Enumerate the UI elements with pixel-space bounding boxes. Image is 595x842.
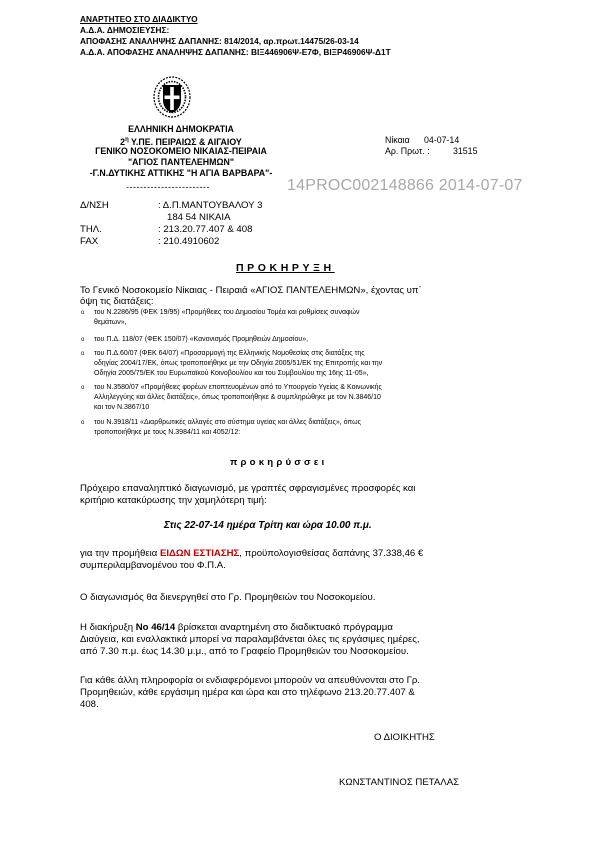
tender-description-line-2: κριτήριο κατακύρωσης την χαμηλότερη τιμή: (80, 495, 267, 506)
protocol-number: 31515 (453, 146, 478, 156)
tender-description-line-1: Πρόχειρο επαναληπτικό διαγωνισμό, με γραπτές σφραγισμένες προσφορές και (80, 483, 416, 494)
bullet-text: θεμάτων», (94, 319, 127, 326)
document-title: ΠΡΟΚΗΡΥΞΗ (236, 262, 335, 274)
bullet-text: του Π.Δ.60/07 (ΦΕΚ 64/07) «Προσαρμογή της Ελληνικής Νομοθεσίας στις διατάξεις της (94, 350, 365, 357)
org-health-region: $2^\eta$ Υ.ΠΕ. ΠΕΙΡΑΙΩΣ & ΑΙΓΑΙΟΥ (120, 136, 242, 147)
header-decision-ada: Α.Δ.Α. ΑΠΟΦΑΣΗΣ ΑΝΑΛΗΨΗΣ ΔΑΠΑΝΗΣ: ΒΙΞ446906Ψ-Ε7Φ, ΒΙΞΡ46906Ψ-Δ1Τ (80, 47, 391, 57)
bullet-text: και τον Ν.3867/10 (94, 404, 150, 411)
address-city: 184 54 ΝΙΚΑΙΑ (167, 212, 231, 223)
fax-value: : 210.4910602 (158, 236, 220, 247)
venue-line: Ο διαγωνισμός θα διενεργηθεί στο Γρ. Προμηθειών του Νοσοκομείου. (80, 592, 376, 603)
phone-label: ΤΗΛ. (80, 224, 102, 235)
bullet-text: Αλληλεγγύης και άλλες διατάξεις», όπως τροποποιήθηκε & συμπληρώθηκε με τον Ν.3846/10 (94, 394, 381, 401)
notice-line-2: Διαύγεια, και εναλλακτικά μπορεί να παραλαμβάνεται όλες τις εργάσιμες ημέρες, (80, 634, 420, 645)
header-ada-publication: Α.Δ.Α. ΔΗΜΟΣΙΕΥΣΗΣ: (80, 25, 170, 35)
bullet-text: του Ν.3918/11 «Διαρθρωτικές αλλαγές στο σύστημα υγείας και άλλες διατάξεις», όπως (94, 419, 361, 426)
org-hospital-saint: "ΑΓΙΟΣ ΠΑΝΤΕΛΕΗΜΩΝ" (127, 157, 235, 167)
fax-label: FAX (80, 236, 99, 247)
notice-line-1: Η διακήρυξη Νο 46/14 βρίσκεται αναρτημένη στο διαδικτυακό πρόγραμμα (80, 622, 393, 633)
contact-line-1: Για κάθε άλλη πληροφορία οι ενδιαφερόμενοι μπορούν να απευθύνονται στο Γρ. (80, 675, 421, 686)
watermark-stamp: 14PROC002148866 2014-07-07 (287, 177, 523, 194)
place-date: 04-07-14 (424, 135, 460, 145)
bullet-text: οδηγίας 2004/17/ΕΚ, όπως τροποποιήθηκε με την Οδηγία 2005/51/ΕΚ της Επιτροπής και την (94, 360, 383, 367)
header-decision-number: ΑΠΟΦΑΣΗΣ ΑΝΑΛΗΨΗΣ ΔΑΠΑΝΗΣ: 814/2014, αρ.πρωτ.14475/26-03-14 (80, 36, 359, 46)
address-label: Δ/ΝΣΗ (80, 200, 109, 211)
org-hospital-name: ΓΕΝΙΚΟ ΝΟΣΟΚΟΜΕΙΟ ΝΙΚΑΙΑΣ-ΠΕΙΡΑΙΑ (95, 146, 267, 156)
intro-line-1: Το Γενικό Νοσοκομείο Νίκαιας - Πειραιά «ΑΓΙΟΣ ΠΑΝΤΕΛΕΗΜΩΝ», έχοντας υπ΄ (80, 285, 422, 296)
protocol-label: Αρ. Πρωτ. : (385, 146, 430, 156)
bullet-text: Οδηγία 2005/75/ΕΚ του Ευρωπαϊκού Κοινοβουλίου και του Συμβουλίου της 16ης 11-05», (94, 370, 369, 377)
bullet-marker: o (81, 420, 85, 426)
notice-number: Νο 46/14 (135, 622, 176, 633)
org-hospital-branch: -Γ.Ν.ΔΥΤΙΚΗΣ ΑΤΤΙΚΗΣ "Η ΑΓΙΑ ΒΑΡΒΑΡΑ"- (89, 168, 273, 178)
director-name: ΚΩΝΣΤΑΝΤΙΝΟΣ ΠΕΤΑΛΑΣ (339, 777, 460, 788)
greek-emblem-icon (152, 76, 192, 118)
contact-line-3: 408. (80, 699, 99, 710)
director-title: Ο ΔΙΟΙΚΗΤΗΣ (374, 732, 435, 743)
address-value: : Δ.Π.ΜΑΝΤΟΥΒΑΛΟΥ 3 (158, 200, 263, 211)
header-posting-note: ΑΝΑΡΤΗΤΕΟ ΣΤΟ ΔΙΑΔΙΚΤΥΟ (80, 14, 198, 24)
contact-line-2: Προμηθειών, κάθε εργάσιμη ημέρα και ώρα και στο τηλέφωνο 213.20.77.407 & (80, 687, 415, 698)
bullet-text: του Ν.2286/95 (ΦΕΚ 19/95) «Προμήθειες του Δημοσίου Τομέα και ρυθμίσεις συναφών (94, 309, 360, 316)
bullet-text: του Ν.3580/07 «Προμήθειες φορέων εποπτευομένων από το Υπουργείο Υγείας & Κοινωνικής (94, 384, 382, 391)
phone-value: : 213.20.77.407 & 408 (158, 224, 253, 235)
bullet-marker: o (81, 337, 85, 343)
org-divider: ------------------------ (126, 182, 210, 192)
bullet-text: τροποποιήθηκε με τους Ν.3984/11 και 4052/12: (94, 429, 241, 436)
procurement-line-2: συμπεριλαμβανομένου του Φ.Π.Α. (80, 560, 226, 571)
bullet-marker: o (81, 310, 85, 316)
announces-heading: προκηρύσσει (230, 457, 328, 468)
tender-date: Στις 22-07-14 ημέρα Τρίτη και ώρα 10.00 π.μ. (164, 520, 372, 531)
procurement-line-1: για την προμήθεια ΕΙΔΩΝ ΕΣΤΙΑΣΗΣ, προϋπολογισθείσας δαπάνης 37.338,46 € (80, 548, 424, 559)
bullet-marker: o (81, 351, 85, 357)
place-label: Νίκαια (385, 135, 410, 145)
intro-line-2: όψη τις διατάξεις: (80, 296, 154, 307)
org-republic: ΕΛΛΗΝΙΚΗ ΔΗΜΟΚΡΑΤΙΑ (128, 124, 234, 134)
procurement-item: ΕΙΔΩΝ ΕΣΤΙΑΣΗΣ (159, 548, 240, 559)
notice-line-3: από 7.30 π.μ. έως 14.30 μ.μ., από το Γραφείο Προμηθειών του Νοσοκομείου. (80, 646, 409, 657)
bullet-text: του Π.Δ. 118/07 (ΦΕΚ 150/07) «Κανονισμός Προμηθειών Δημοσίου», (94, 336, 309, 343)
bullet-marker: o (81, 385, 85, 391)
